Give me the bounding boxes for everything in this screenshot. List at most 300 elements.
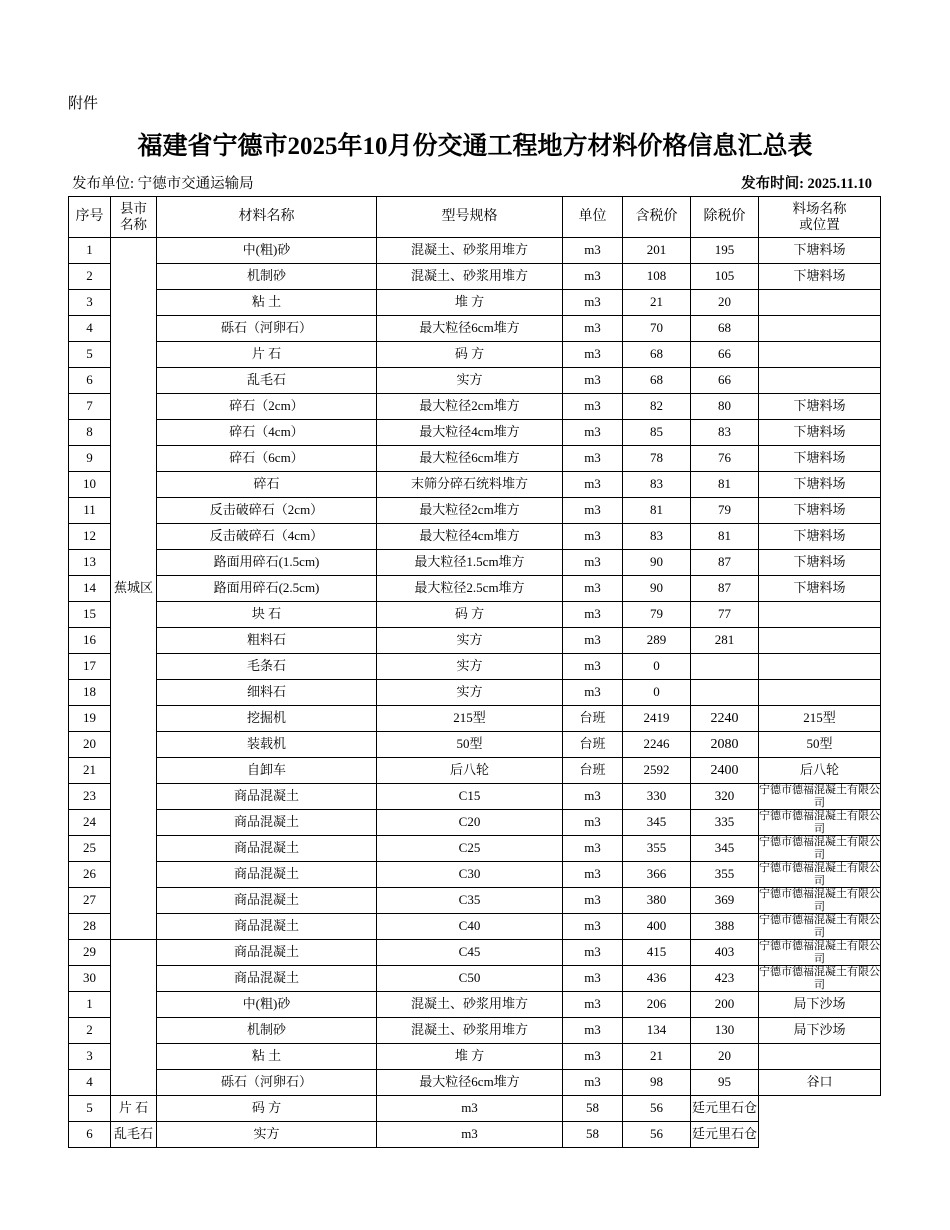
cell-seq: 11 — [69, 498, 111, 524]
cell-source: 50型 — [759, 732, 881, 758]
cell-seq: 4 — [69, 1070, 111, 1096]
cell-unit: m3 — [563, 394, 623, 420]
cell-tax-price: 98 — [623, 1070, 691, 1096]
cell-spec: C15 — [377, 784, 563, 810]
cell-tax-price: 108 — [623, 264, 691, 290]
cell-unit: m3 — [563, 628, 623, 654]
cell-seq: 29 — [69, 940, 111, 966]
cell-spec: 码 方 — [377, 342, 563, 368]
cell-tax-price: 21 — [623, 1044, 691, 1070]
cell-extax-price: 369 — [691, 888, 759, 914]
cell-spec: 堆 方 — [377, 1044, 563, 1070]
cell-unit: m3 — [563, 940, 623, 966]
cell-tax-price: 81 — [623, 498, 691, 524]
table-row — [69, 810, 881, 836]
cell-tax-price: 90 — [623, 550, 691, 576]
cell-spec: 实方 — [377, 654, 563, 680]
table-row — [69, 862, 881, 888]
cell-source: 下塘料场 — [759, 472, 881, 498]
cell-spec: C25 — [377, 836, 563, 862]
cell-spec: C35 — [377, 888, 563, 914]
cell-seq: 28 — [69, 914, 111, 940]
cell-tax-price: 134 — [623, 1018, 691, 1044]
page-title: 福建省宁德市2025年10月份交通工程地方材料价格信息汇总表 — [137, 133, 813, 160]
cell-extax-price: 20 — [691, 290, 759, 316]
cell-unit: m3 — [563, 498, 623, 524]
cell-spec: 最大粒径2cm堆方 — [377, 394, 563, 420]
cell-source — [759, 1044, 881, 1070]
cell-tax-price: 58 — [563, 1122, 623, 1148]
cell-extax-price: 130 — [691, 1018, 759, 1044]
cell-seq: 23 — [69, 784, 111, 810]
cell-extax-price: 56 — [623, 1096, 691, 1122]
cell-seq: 21 — [69, 758, 111, 784]
cell-source: 宁德市德福混凝土有限公司 — [759, 862, 880, 887]
cell-unit: m3 — [563, 368, 623, 394]
cell-source: 215型 — [759, 706, 881, 732]
cell-unit: 台班 — [563, 732, 623, 758]
cell-material: 中(粗)砂 — [157, 238, 377, 264]
cell-source: 下塘料场 — [759, 420, 881, 446]
table-body — [69, 238, 881, 1148]
cell-spec: 最大粒径6cm堆方 — [377, 446, 563, 472]
cell-material: 碎石（2cm） — [157, 394, 377, 420]
col-header-source-line2: 或位置 — [799, 217, 840, 232]
table-row — [69, 680, 881, 706]
cell-unit: m3 — [563, 290, 623, 316]
table-row — [69, 836, 881, 862]
cell-spec: 最大粒径6cm堆方 — [377, 316, 563, 342]
cell-material: 粘 土 — [157, 1044, 377, 1070]
cell-seq: 13 — [69, 550, 111, 576]
cell-tax-price: 85 — [623, 420, 691, 446]
attachment-label: 附件 — [68, 96, 99, 112]
cell-extax-price: 68 — [691, 316, 759, 342]
cell-unit: m3 — [563, 810, 623, 836]
cell-seq: 7 — [69, 394, 111, 420]
table-row — [69, 368, 881, 394]
col-header-extax-price: 除税价 — [691, 197, 759, 238]
cell-source: 局下沙场 — [759, 1018, 881, 1044]
table-row — [69, 290, 881, 316]
cell-extax-price: 200 — [691, 992, 759, 1018]
cell-seq: 17 — [69, 654, 111, 680]
cell-tax-price: 289 — [623, 628, 691, 654]
cell-area-group — [111, 940, 157, 1096]
cell-extax-price: 195 — [691, 238, 759, 264]
col-header-source-line1: 料场名称 — [792, 201, 847, 217]
cell-spec: 实方 — [377, 680, 563, 706]
table-row — [69, 446, 881, 472]
cell-unit: 台班 — [563, 706, 623, 732]
table-row — [69, 992, 881, 1018]
cell-spec: 实方 — [377, 628, 563, 654]
cell-unit: m3 — [563, 914, 623, 940]
cell-extax-price: 81 — [691, 524, 759, 550]
cell-source — [759, 368, 881, 394]
cell-extax-price: 56 — [623, 1122, 691, 1148]
cell-extax-price: 83 — [691, 420, 759, 446]
cell-source — [759, 290, 881, 316]
cell-spec: C50 — [377, 966, 563, 992]
cell-extax-price: 87 — [691, 576, 759, 602]
cell-extax-price: 66 — [691, 342, 759, 368]
cell-material: 商品混凝土 — [157, 940, 377, 966]
cell-extax-price — [691, 654, 759, 680]
cell-seq: 12 — [69, 524, 111, 550]
table-row — [69, 472, 881, 498]
cell-seq: 5 — [69, 342, 111, 368]
cell-seq: 5 — [69, 1096, 111, 1122]
table-row — [69, 966, 881, 992]
cell-seq: 18 — [69, 680, 111, 706]
cell-material: 砾石（河卵石） — [157, 1070, 377, 1096]
cell-source: 宁德市德福混凝土有限公司 — [759, 810, 880, 835]
cell-tax-price: 436 — [623, 966, 691, 992]
cell-material: 毛条石 — [157, 654, 377, 680]
document-meta — [72, 172, 872, 193]
cell-seq: 3 — [69, 1044, 111, 1070]
table-row — [69, 394, 881, 420]
table-row — [69, 342, 881, 368]
cell-source: 宁德市德福混凝土有限公司 — [759, 914, 880, 939]
cell-seq: 14 — [69, 576, 111, 602]
cell-spec: 混凝土、砂浆用堆方 — [377, 1018, 563, 1044]
cell-tax-price: 366 — [623, 862, 691, 888]
cell-seq: 2 — [69, 264, 111, 290]
cell-extax-price: 105 — [691, 264, 759, 290]
cell-tax-price: 83 — [623, 472, 691, 498]
publish-time — [741, 172, 872, 193]
cell-unit: m3 — [563, 602, 623, 628]
cell-seq: 6 — [69, 1122, 111, 1148]
cell-extax-price: 95 — [691, 1070, 759, 1096]
cell-unit: m3 — [563, 966, 623, 992]
table-row — [69, 576, 881, 602]
cell-spec: 混凝土、砂浆用堆方 — [377, 238, 563, 264]
cell-unit: m3 — [563, 1018, 623, 1044]
table-row — [69, 888, 881, 914]
table-row — [69, 264, 881, 290]
cell-material: 商品混凝土 — [157, 888, 377, 914]
cell-unit: m3 — [563, 472, 623, 498]
cell-extax-price: 281 — [691, 628, 759, 654]
cell-tax-price: 68 — [623, 342, 691, 368]
cell-tax-price: 83 — [623, 524, 691, 550]
col-header-unit: 单位 — [563, 197, 623, 238]
cell-spec: 50型 — [377, 732, 563, 758]
cell-extax-price: 335 — [691, 810, 759, 836]
cell-unit: m3 — [563, 264, 623, 290]
table-row — [69, 914, 881, 940]
cell-spec: 码 方 — [157, 1096, 377, 1122]
cell-material: 商品混凝土 — [157, 836, 377, 862]
cell-spec: 215型 — [377, 706, 563, 732]
cell-unit: m3 — [563, 420, 623, 446]
cell-material: 商品混凝土 — [157, 810, 377, 836]
table-row — [69, 940, 881, 966]
cell-tax-price: 2246 — [623, 732, 691, 758]
cell-seq: 6 — [69, 368, 111, 394]
cell-extax-price: 403 — [691, 940, 759, 966]
cell-seq: 1 — [69, 992, 111, 1018]
cell-material: 砾石（河卵石） — [157, 316, 377, 342]
table-row — [69, 732, 881, 758]
cell-seq: 30 — [69, 966, 111, 992]
cell-material: 自卸车 — [157, 758, 377, 784]
cell-seq: 20 — [69, 732, 111, 758]
cell-material: 商品混凝土 — [157, 966, 377, 992]
cell-material: 片 石 — [157, 342, 377, 368]
cell-source: 下塘料场 — [759, 576, 881, 602]
cell-spec: 码 方 — [377, 602, 563, 628]
cell-unit: m3 — [563, 446, 623, 472]
cell-seq: 8 — [69, 420, 111, 446]
cell-extax-price: 423 — [691, 966, 759, 992]
cell-spec: C30 — [377, 862, 563, 888]
cell-material: 路面用碎石(2.5cm) — [157, 576, 377, 602]
col-header-tax-price: 含税价 — [623, 197, 691, 238]
table-row — [69, 628, 881, 654]
cell-source — [759, 680, 881, 706]
cell-unit: m3 — [563, 680, 623, 706]
cell-seq: 24 — [69, 810, 111, 836]
cell-unit: m3 — [563, 316, 623, 342]
cell-tax-price: 2592 — [623, 758, 691, 784]
cell-source — [759, 654, 881, 680]
col-header-spec: 型号规格 — [377, 197, 563, 238]
cell-extax-price: 388 — [691, 914, 759, 940]
cell-material: 商品混凝土 — [157, 862, 377, 888]
cell-tax-price: 90 — [623, 576, 691, 602]
cell-spec: 最大粒径1.5cm堆方 — [377, 550, 563, 576]
cell-spec: C45 — [377, 940, 563, 966]
cell-seq: 4 — [69, 316, 111, 342]
cell-material: 粗料石 — [157, 628, 377, 654]
cell-material: 机制砂 — [157, 264, 377, 290]
cell-tax-price: 70 — [623, 316, 691, 342]
cell-source: 宁德市德福混凝土有限公司 — [759, 888, 880, 913]
cell-material: 商品混凝土 — [157, 914, 377, 940]
cell-spec: C20 — [377, 810, 563, 836]
cell-extax-price: 2240 — [691, 706, 759, 732]
cell-unit: m3 — [563, 992, 623, 1018]
table-row — [69, 1044, 881, 1070]
cell-tax-price: 2419 — [623, 706, 691, 732]
cell-extax-price — [691, 680, 759, 706]
table-row — [69, 784, 881, 810]
cell-seq: 9 — [69, 446, 111, 472]
cell-extax-price: 81 — [691, 472, 759, 498]
cell-tax-price: 58 — [563, 1096, 623, 1122]
cell-extax-price: 76 — [691, 446, 759, 472]
cell-unit: m3 — [377, 1122, 563, 1148]
publisher-label: 发布单位: — [72, 176, 135, 192]
cell-unit: m3 — [563, 888, 623, 914]
cell-material: 机制砂 — [157, 1018, 377, 1044]
cell-tax-price: 0 — [623, 680, 691, 706]
cell-seq: 26 — [69, 862, 111, 888]
cell-spec: 最大粒径2cm堆方 — [377, 498, 563, 524]
cell-area-group: 蕉城区 — [111, 238, 157, 940]
col-header-area-line1: 县市 — [120, 201, 147, 217]
cell-material: 挖掘机 — [157, 706, 377, 732]
cell-tax-price: 355 — [623, 836, 691, 862]
cell-tax-price: 0 — [623, 654, 691, 680]
cell-unit: m3 — [563, 654, 623, 680]
cell-spec: 混凝土、砂浆用堆方 — [377, 264, 563, 290]
cell-material: 反击破碎石（4cm） — [157, 524, 377, 550]
table-row — [69, 1070, 881, 1096]
cell-extax-price: 87 — [691, 550, 759, 576]
cell-seq: 10 — [69, 472, 111, 498]
cell-seq: 1 — [69, 238, 111, 264]
cell-extax-price: 79 — [691, 498, 759, 524]
cell-source: 下塘料场 — [759, 550, 881, 576]
cell-unit: m3 — [563, 1070, 623, 1096]
cell-material: 片 石 — [111, 1096, 157, 1122]
cell-extax-price: 80 — [691, 394, 759, 420]
table-row — [69, 1096, 881, 1122]
table-row — [69, 316, 881, 342]
cell-material: 细料石 — [157, 680, 377, 706]
cell-source — [759, 342, 881, 368]
cell-tax-price: 400 — [623, 914, 691, 940]
price-table — [68, 196, 881, 1148]
cell-seq: 27 — [69, 888, 111, 914]
cell-material: 装载机 — [157, 732, 377, 758]
cell-spec: 最大粒径6cm堆方 — [377, 1070, 563, 1096]
cell-seq: 25 — [69, 836, 111, 862]
cell-source: 廷元里石仓 — [691, 1122, 759, 1148]
cell-unit: m3 — [563, 862, 623, 888]
cell-unit: m3 — [377, 1096, 563, 1122]
cell-seq: 16 — [69, 628, 111, 654]
col-header-seq: 序号 — [69, 197, 111, 238]
cell-spec: 混凝土、砂浆用堆方 — [377, 992, 563, 1018]
table-row — [69, 706, 881, 732]
cell-source: 宁德市德福混凝土有限公司 — [759, 784, 880, 809]
cell-source: 后八轮 — [759, 758, 881, 784]
cell-material: 粘 土 — [157, 290, 377, 316]
cell-spec: 最大粒径2.5cm堆方 — [377, 576, 563, 602]
cell-material: 乱毛石 — [157, 368, 377, 394]
cell-tax-price: 330 — [623, 784, 691, 810]
cell-extax-price: 355 — [691, 862, 759, 888]
cell-extax-price: 345 — [691, 836, 759, 862]
cell-tax-price: 415 — [623, 940, 691, 966]
cell-spec: 实方 — [377, 368, 563, 394]
cell-material: 路面用碎石(1.5cm) — [157, 550, 377, 576]
cell-material: 碎石 — [157, 472, 377, 498]
cell-tax-price: 380 — [623, 888, 691, 914]
cell-tax-price: 79 — [623, 602, 691, 628]
cell-seq: 2 — [69, 1018, 111, 1044]
cell-unit: m3 — [563, 576, 623, 602]
col-header-source — [759, 197, 881, 238]
cell-spec: 后八轮 — [377, 758, 563, 784]
cell-tax-price: 201 — [623, 238, 691, 264]
cell-spec: 最大粒径4cm堆方 — [377, 524, 563, 550]
cell-spec: C40 — [377, 914, 563, 940]
cell-source: 下塘料场 — [759, 524, 881, 550]
cell-tax-price: 78 — [623, 446, 691, 472]
cell-source: 下塘料场 — [759, 498, 881, 524]
table-row — [69, 654, 881, 680]
table-header-row — [69, 197, 881, 238]
cell-unit: 台班 — [563, 758, 623, 784]
cell-unit: m3 — [563, 238, 623, 264]
cell-source: 下塘料场 — [759, 238, 881, 264]
cell-unit: m3 — [563, 342, 623, 368]
publisher-value: 宁德市交通运输局 — [137, 176, 254, 192]
cell-material: 碎石（4cm） — [157, 420, 377, 446]
cell-material: 商品混凝土 — [157, 784, 377, 810]
cell-extax-price: 20 — [691, 1044, 759, 1070]
cell-source: 谷口 — [759, 1070, 881, 1096]
cell-source — [759, 628, 881, 654]
cell-source: 下塘料场 — [759, 394, 881, 420]
table-row — [69, 420, 881, 446]
table-row — [69, 238, 881, 264]
cell-spec: 最大粒径4cm堆方 — [377, 420, 563, 446]
cell-source: 下塘料场 — [759, 264, 881, 290]
cell-source — [759, 316, 881, 342]
table-row — [69, 602, 881, 628]
cell-source: 下塘料场 — [759, 446, 881, 472]
cell-material: 乱毛石 — [111, 1122, 157, 1148]
table-header — [69, 197, 881, 238]
cell-extax-price: 2080 — [691, 732, 759, 758]
publisher — [72, 172, 254, 193]
table-row — [69, 1018, 881, 1044]
cell-tax-price: 68 — [623, 368, 691, 394]
cell-extax-price: 66 — [691, 368, 759, 394]
col-header-area-line2: 名称 — [120, 217, 147, 232]
table-row — [69, 758, 881, 784]
table-row — [69, 550, 881, 576]
cell-source — [759, 602, 881, 628]
table-row — [69, 498, 881, 524]
cell-material: 反击破碎石（2cm） — [157, 498, 377, 524]
cell-spec: 堆 方 — [377, 290, 563, 316]
cell-tax-price: 21 — [623, 290, 691, 316]
cell-material: 块 石 — [157, 602, 377, 628]
cell-material: 中(粗)砂 — [157, 992, 377, 1018]
cell-unit: m3 — [563, 784, 623, 810]
col-header-area — [111, 197, 157, 238]
cell-source: 宁德市德福混凝土有限公司 — [759, 940, 880, 965]
cell-tax-price: 206 — [623, 992, 691, 1018]
cell-spec: 实方 — [157, 1122, 377, 1148]
cell-tax-price: 82 — [623, 394, 691, 420]
cell-unit: m3 — [563, 1044, 623, 1070]
cell-extax-price: 2400 — [691, 758, 759, 784]
cell-material: 碎石（6cm） — [157, 446, 377, 472]
cell-extax-price: 320 — [691, 784, 759, 810]
cell-unit: m3 — [563, 524, 623, 550]
publish-time-label: 发布时间: — [741, 176, 804, 192]
table-row — [69, 1122, 881, 1148]
publish-time-value: 2025.11.10 — [807, 176, 872, 192]
cell-tax-price: 345 — [623, 810, 691, 836]
cell-source: 局下沙场 — [759, 992, 881, 1018]
cell-unit: m3 — [563, 836, 623, 862]
cell-extax-price: 77 — [691, 602, 759, 628]
table-row — [69, 524, 881, 550]
cell-source: 宁德市德福混凝土有限公司 — [759, 966, 880, 991]
col-header-material: 材料名称 — [157, 197, 377, 238]
